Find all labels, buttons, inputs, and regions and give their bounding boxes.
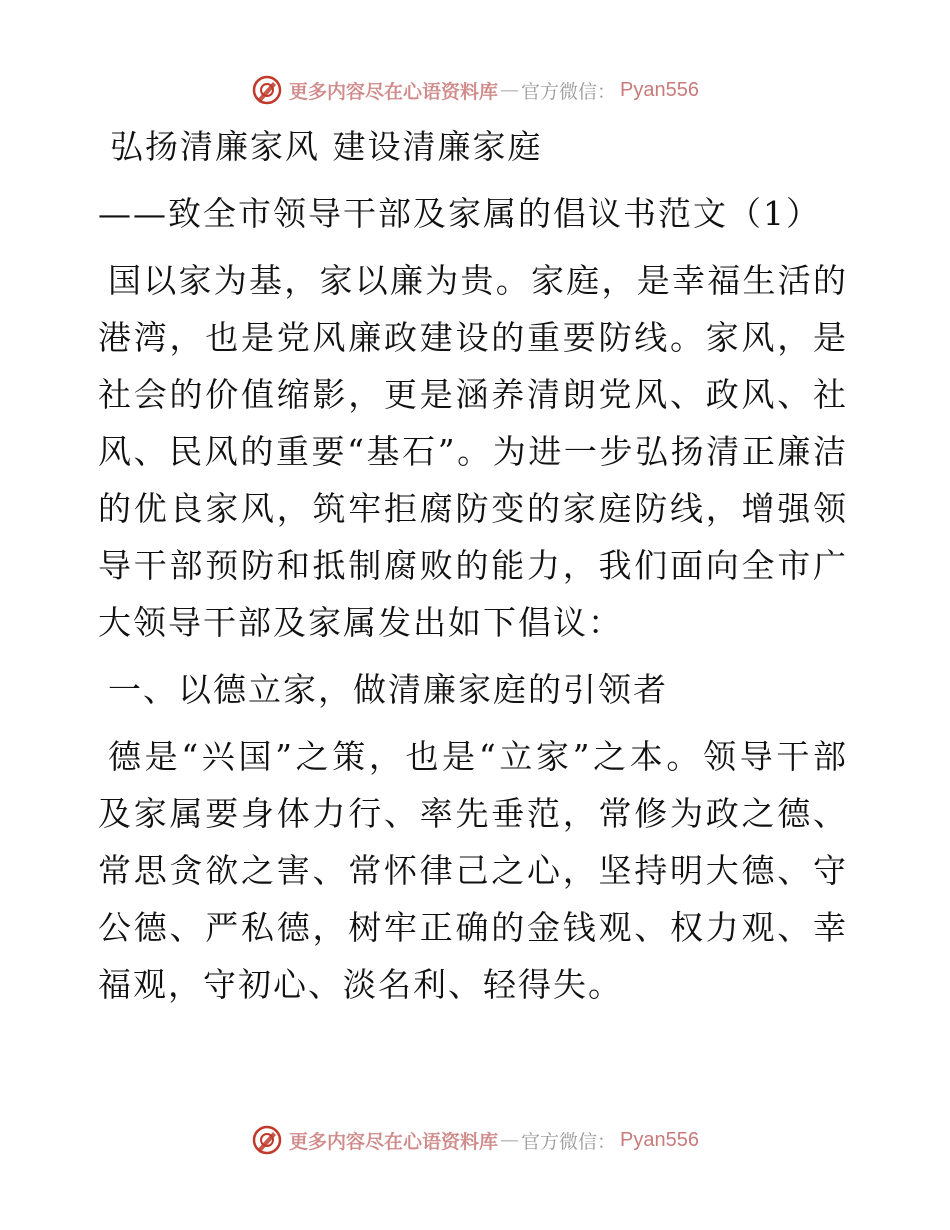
- watermark-dash: —: [500, 1129, 520, 1151]
- section1-paragraph: 德是“兴国”之策，也是“立家”之本。领导干部及家属要身体力行、率先垂范，常修为政之德、常思贪欲之害、常怀律己之心，坚持明大德、守公德、严私德，树牢正确的金钱观、权力观、幸福观，守初心、淡名利、轻得失。: [98, 737, 848, 1004]
- watermark-main-text: 更多内容尽在心语资料库: [289, 80, 499, 103]
- watermark-label: 官方微信：: [521, 1130, 617, 1153]
- document-subtitle: ——致全市领导干部及家属的倡议书范文（1）: [98, 194, 821, 233]
- section1-heading: 一、以德立家，做清廉家庭的引领者: [108, 670, 668, 709]
- watermark-logo-icon: [251, 74, 283, 106]
- watermark-footer: [0, 1120, 950, 1160]
- intro-paragraph: 国以家为基，家以廉为贵。家庭，是幸福生活的港湾，也是党风廉政建设的重要防线。家风，是社会的价值缩影，更是涵养清朗党风、政风、社风、民风的重要“基石”。为进一步弘扬清正廉洁的优良家风，筑牢拒腐防变的家庭防线，增强领导干部预防和抵制腐败的能力，我们面向全市广大领导干部及家属发出如下倡议：: [98, 261, 848, 642]
- watermark-main-text: 更多内容尽在心语资料库: [289, 1130, 499, 1153]
- document-body: [98, 118, 858, 1013]
- document-title: 弘扬清廉家风 建设清廉家庭: [110, 127, 543, 166]
- watermark-header: [0, 70, 950, 110]
- watermark-logo-icon: [251, 1124, 283, 1156]
- watermark-id: Pyan556: [620, 78, 699, 101]
- watermark-dash: —: [500, 79, 520, 101]
- watermark-id: Pyan556: [620, 1128, 699, 1151]
- watermark-label: 官方微信：: [521, 80, 617, 103]
